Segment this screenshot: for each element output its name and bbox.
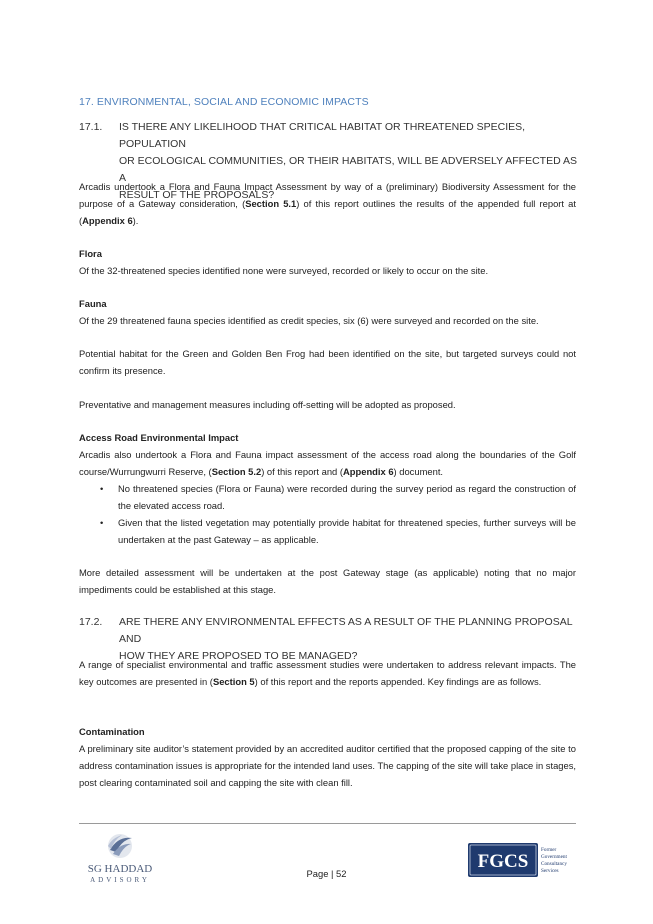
biodiversity-intro-paragraph bbox=[79, 178, 576, 229]
appendix-ref: Appendix 6 bbox=[343, 466, 394, 477]
text-run: Arcadis undertook a Flora and Fauna Impact Assessment by way of a (preliminary) Biodiversity Assessment for the purpose of a Gateway consideration, ( bbox=[79, 181, 576, 209]
access-road-heading: Access Road Environmental Impact bbox=[79, 432, 239, 443]
fgcs-logo bbox=[468, 843, 578, 877]
text-run: ) of this report and ( bbox=[261, 466, 343, 477]
access-road-bullet-list bbox=[79, 480, 576, 548]
logo-line-1: SG HADDAD bbox=[87, 863, 153, 875]
text-run: A range of specialist environmental and traffic assessment studies were undertaken to address relevant impacts. The key outcomes are presented in ( bbox=[79, 659, 576, 687]
flora-paragraph: Of the 32-threatened species identified none were surveyed, recorded or likely to occur on the site. bbox=[79, 265, 489, 276]
logo-line-2: ADVISORY bbox=[90, 876, 150, 884]
question-title-line: IS THERE ANY LIKELIHOOD THAT CRITICAL HABITAT OR THREATENED SPECIES, POPULATION bbox=[119, 121, 526, 150]
contamination-paragraph: A preliminary site auditor’s statement provided by an accredited auditor certified that the proposed capping of the site to address contamination issues is appropriate for the intended land uses. The capping of the site will take place in stages, post clearing contaminated soil and capping the site with clean fill. bbox=[79, 743, 576, 788]
detailed-assessment-paragraph: More detailed assessment will be undertaken at the post Gateway stage (as applicable) noting that no major impediments could be established at this stage. bbox=[79, 567, 576, 595]
appendix-ref: Appendix 6 bbox=[82, 215, 133, 226]
bullet-text: No threatened species (Flora or Fauna) were recorded during the survey period as regard the construction of the elevated access road. bbox=[118, 483, 576, 511]
question-number: 17.1. bbox=[79, 121, 103, 133]
list-item bbox=[79, 514, 576, 548]
bullet-icon: • bbox=[100, 483, 104, 494]
question-title-line: HOW THEY ARE PROPOSED TO BE MANAGED? bbox=[119, 650, 358, 662]
bullet-icon: • bbox=[100, 517, 104, 528]
text-run: ) document. bbox=[393, 466, 444, 477]
measures-paragraph: Preventative and management measures including off-setting will be adopted as proposed. bbox=[79, 399, 456, 410]
contamination-heading: Contamination bbox=[79, 726, 145, 737]
question-number: 17.2. bbox=[79, 616, 103, 628]
fauna-heading: Fauna bbox=[79, 298, 107, 309]
logo-word: Consultancy bbox=[541, 861, 567, 867]
question-title-line: ARE THERE ANY ENVIRONMENTAL EFFECTS AS A RESULT OF THE PLANNING PROPOSAL AND bbox=[119, 616, 573, 645]
fauna-paragraph: Of the 29 threatened fauna species identified as credit species, six (6) were surveyed and recorded on the site. bbox=[79, 315, 539, 326]
text-run: ) of this report outlines the results of the appended full report at ( bbox=[79, 198, 577, 226]
flora-heading: Flora bbox=[79, 248, 102, 259]
question-title-line: OR ECOLOGICAL COMMUNITIES, OR THEIR HABITATS, WILL BE ADVERSELY AFFECTED AS A bbox=[119, 155, 578, 184]
footer-divider bbox=[79, 823, 576, 824]
list-item bbox=[79, 480, 576, 514]
page-number: Page | 52 bbox=[306, 868, 347, 879]
frog-habitat-paragraph: Potential habitat for the Green and Golden Ben Frog had been identified on the site, but targeted surveys could not confirm its presence. bbox=[79, 348, 576, 376]
question-17-2-heading bbox=[79, 614, 579, 662]
section-ref: Section 5.2 bbox=[211, 466, 262, 477]
logo-mark: FGCS bbox=[477, 851, 529, 872]
section-ref: Section 5 bbox=[212, 676, 255, 687]
assessment-studies-paragraph bbox=[79, 656, 576, 690]
text-run: ). bbox=[132, 215, 139, 226]
text-run: ) of this report and the reports appended. Key findings are as follows. bbox=[254, 676, 542, 687]
logo-word: Services bbox=[541, 868, 559, 874]
bullet-text: Given that the listed vegetation may potentially provide habitat for threatened species, further surveys will be undertaken at the past Gateway – as applicable. bbox=[118, 517, 576, 545]
logo-word: Government bbox=[541, 854, 567, 860]
question-title-line: RESULT OF THE PROPOSALS? bbox=[119, 189, 275, 201]
section-title: 17. ENVIRONMENTAL, SOCIAL AND ECONOMIC IMPACTS bbox=[79, 96, 369, 108]
logo-word: Former bbox=[541, 847, 557, 853]
section-ref: Section 5.1 bbox=[245, 198, 297, 209]
text-run: Arcadis also undertook a Flora and Fauna impact assessment of the access road along the boundaries of the Golf course/Wurrungwurri Reserve, ( bbox=[79, 449, 576, 477]
access-road-paragraph bbox=[79, 446, 576, 480]
